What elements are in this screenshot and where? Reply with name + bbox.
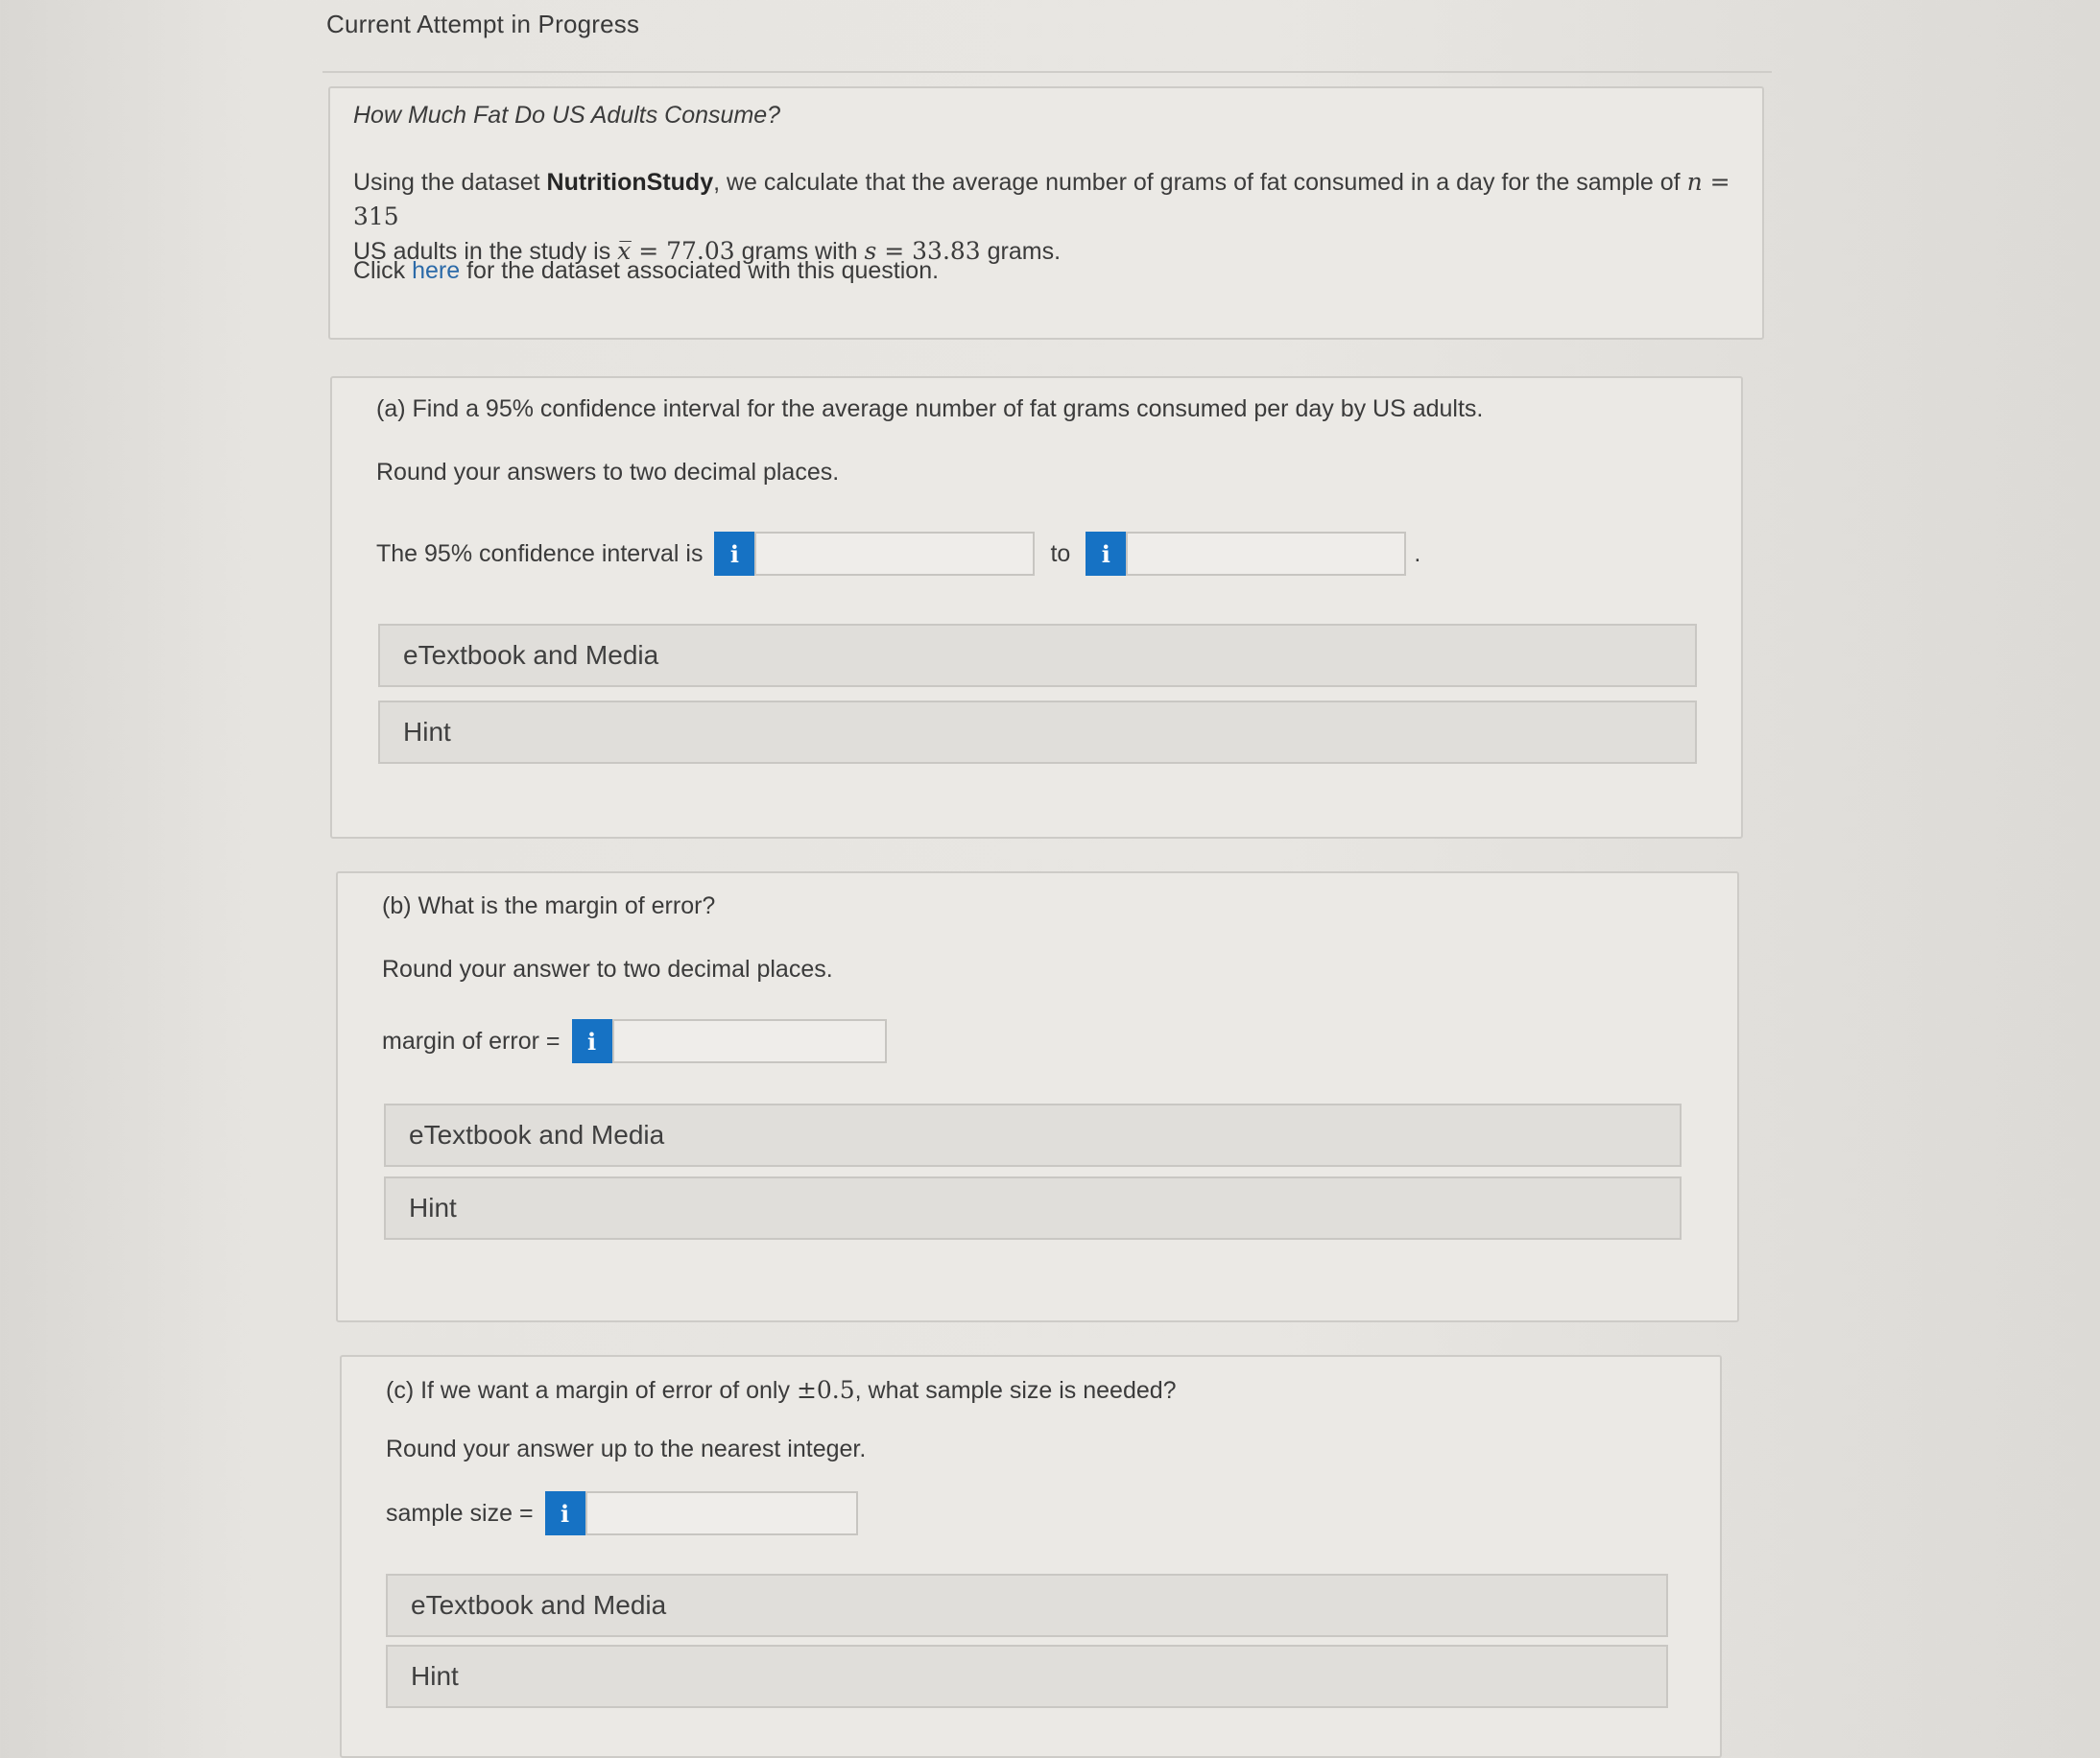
link-prefix: Click (353, 257, 413, 284)
question-intro-box (328, 86, 1764, 340)
hint-accordion[interactable]: Hint (384, 1176, 1682, 1240)
stem-text-3: US adults in the study is (353, 238, 618, 265)
part-a-box (330, 376, 1743, 839)
sample-size-label: sample size = (386, 1499, 534, 1527)
part-b-rounding: Round your answer to two decimal places. (382, 956, 833, 983)
hint-accordion[interactable]: Hint (378, 701, 1697, 764)
attempt-status-title: Current Attempt in Progress (326, 10, 640, 38)
part-c-answer-row (386, 1491, 858, 1535)
etextbook-media-accordion[interactable]: eTextbook and Media (378, 624, 1697, 687)
hint-accordion[interactable]: Hint (386, 1645, 1668, 1708)
ci-upper-input[interactable] (1126, 532, 1406, 576)
part-c-question (386, 1376, 1177, 1405)
part-c-box (340, 1355, 1722, 1758)
info-icon[interactable]: i (545, 1491, 585, 1535)
part-a-answer-row (376, 532, 1420, 576)
stem-text-1: Using the dataset (353, 169, 547, 196)
question-title: How Much Fat Do US Adults Consume? (353, 102, 781, 129)
question-stem (353, 165, 1735, 269)
part-c-question-prefix: (c) If we want a margin of error of only (386, 1377, 797, 1404)
link-suffix: for the dataset associated with this question. (460, 257, 940, 284)
period: . (1414, 539, 1421, 567)
s-value: = 33.83 (884, 237, 981, 265)
n-value: = 315 (353, 168, 1730, 230)
part-a-rounding: Round your answers to two decimal places. (376, 459, 840, 486)
part-a-question: (a) Find a 95% confidence interval for the average number of fat grams consumed per day by US adults. (376, 395, 1484, 422)
confidence-interval-label: The 95% confidence interval is (376, 539, 704, 567)
dataset-name: NutritionStudy (546, 169, 714, 196)
n-symbol: n (1686, 168, 1703, 196)
part-b-answer-row (382, 1019, 887, 1063)
part-c-question-suffix: , what sample size is needed? (854, 1377, 1177, 1404)
stem-text-5: grams. (980, 238, 1062, 265)
stem-text-4: grams with (734, 238, 865, 265)
etextbook-media-accordion[interactable]: eTextbook and Media (386, 1574, 1668, 1637)
info-icon[interactable]: i (572, 1019, 612, 1063)
xbar-value: = 77.03 (638, 237, 735, 265)
margin-of-error-label: margin of error = (382, 1027, 561, 1055)
xbar-symbol: x̅ (617, 237, 632, 265)
target-margin-value: ±0.5 (796, 1376, 855, 1404)
to-label: to (1050, 539, 1071, 567)
sample-size-input[interactable] (585, 1491, 858, 1535)
ci-lower-input[interactable] (754, 532, 1035, 576)
header-divider (322, 71, 1772, 73)
dataset-link[interactable]: here (412, 257, 461, 284)
stem-text-2: , we calculate that the average number of grams of fat consumed in a day for the sample of (713, 169, 1687, 196)
s-symbol: s (864, 237, 877, 265)
info-icon[interactable]: i (714, 532, 754, 576)
etextbook-media-accordion[interactable]: eTextbook and Media (384, 1104, 1682, 1167)
part-c-rounding: Round your answer up to the nearest integer. (386, 1436, 867, 1462)
part-b-question: (b) What is the margin of error? (382, 892, 716, 919)
info-icon[interactable]: i (1086, 532, 1126, 576)
dataset-link-line (353, 257, 939, 285)
margin-of-error-input[interactable] (612, 1019, 887, 1063)
part-b-box (336, 871, 1739, 1322)
